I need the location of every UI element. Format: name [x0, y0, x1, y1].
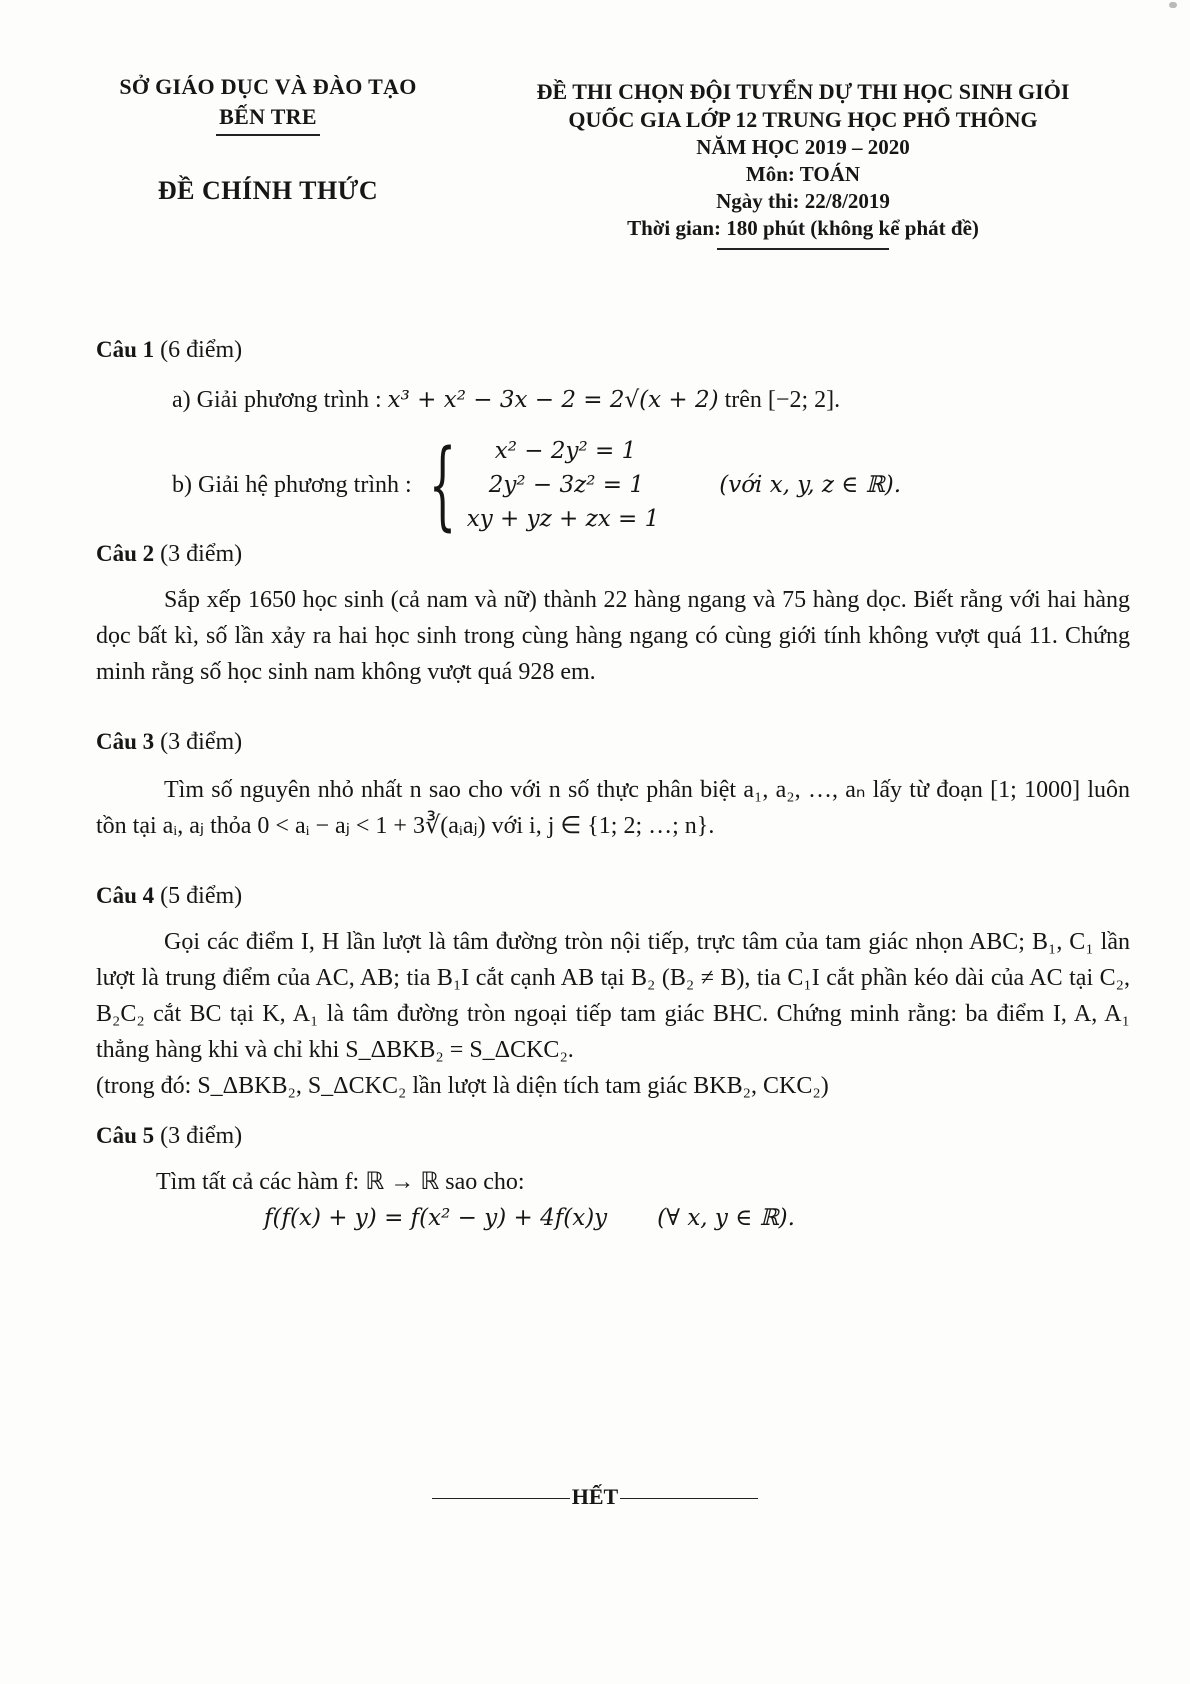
- exam-header: [478, 78, 1128, 250]
- exam-title-line2: QUỐC GIA LỚP 12 TRUNG HỌC PHỔ THÔNG: [568, 107, 1038, 132]
- question-1: [96, 332, 1130, 541]
- question-2-title: Câu 2: [96, 541, 155, 566]
- exam-date: Ngày thi: 22/8/2019: [716, 189, 890, 213]
- question-1-title: Câu 1: [96, 337, 155, 362]
- question-4-points: (5 điểm): [160, 883, 243, 909]
- question-5-equation-row: [264, 1200, 1130, 1236]
- question-5: [96, 1118, 1130, 1236]
- system-eq-1: x² − 2y² = 1: [494, 438, 637, 464]
- exam-content: [96, 332, 1130, 1236]
- exam-header-underline: [717, 248, 889, 250]
- school-year: NĂM HỌC 2019 – 2020: [696, 135, 910, 159]
- question-5-intro: Tìm tất cả các hàm f: ℝ → ℝ sao cho:: [156, 1169, 525, 1195]
- department-header: [88, 72, 448, 206]
- exam-title-line1: ĐỀ THI CHỌN ĐỘI TUYỂN DỰ THI HỌC SINH GIỎI: [536, 79, 1070, 104]
- end-rule-left: [432, 1498, 570, 1499]
- system-brace: {: [428, 429, 456, 541]
- equation-system: [467, 434, 659, 536]
- question-2: [96, 536, 1130, 690]
- header-underline: [216, 134, 320, 136]
- question-1a-domain: trên [−2; 2].: [718, 387, 841, 413]
- department-name: SỞ GIÁO DỤC VÀ ĐÀO TẠO: [119, 74, 417, 99]
- end-marker: [0, 1484, 1190, 1510]
- question-4-title: Câu 4: [96, 883, 155, 908]
- official-label: ĐỀ CHÍNH THỨC: [157, 176, 379, 205]
- question-1b-label: b) Giải hệ phương trình :: [172, 472, 412, 498]
- question-1b: [172, 429, 1130, 541]
- question-4-text: Gọi các điểm I, H lần lượt là tâm đường tròn nội tiếp, trực tâm của tam giác nhọn ABC; B₁, C₁ lần lượt là trung điểm của AC, AB; tia B₁I cắt cạnh AB tại B₂ (B₂ ≠ B), tia C₁I cắt phần kéo dài của AC tại C₂, B₂C₂ cắt BC tại K, A₁ là tâm đường tròn ngoại tiếp tam giác BHC. Chứng minh rằng: ba điểm I, A, A₁ thẳng hàng khi và chỉ khi S_ΔBKB₂ = S_ΔCKC₂.: [96, 929, 1130, 1063]
- question-3-heading: [96, 724, 1130, 760]
- subject: Môn: TOÁN: [745, 162, 861, 186]
- question-2-text: Sắp xếp 1650 học sinh (cả nam và nữ) thành 22 hàng ngang và 75 hàng dọc. Biết rằng với hai hàng dọc bất kì, số lần xảy ra hai học sinh trong cùng hàng ngang có cùng giới tính không vượt quá 11. Chứng minh rằng số học sinh nam không vượt quá 928 em.: [96, 587, 1130, 685]
- question-4: [96, 878, 1130, 1104]
- question-1a-equation: x³ + x² − 3x − 2 = 2√(x + 2): [387, 387, 719, 413]
- question-5-equation: f(f(x) + y) = f(x² − y) + 4f(x)y: [264, 1205, 608, 1231]
- question-5-points: (3 điểm): [160, 1123, 243, 1149]
- question-2-points: (3 điểm): [160, 541, 243, 567]
- question-4-note: (trong đó: S_ΔBKB₂, S_ΔCKC₂ lần lượt là diện tích tam giác BKB₂, CKC₂): [96, 1073, 829, 1099]
- question-5-title: Câu 5: [96, 1123, 155, 1148]
- question-5-heading: [96, 1118, 1130, 1154]
- question-5-condition: (∀ x, y ∈ ℝ).: [657, 1205, 795, 1231]
- system-eq-2: 2y² − 3z² = 1: [488, 472, 644, 498]
- question-3-text: Tìm số nguyên nhỏ nhất n sao cho với n số thực phân biệt a₁, a₂, …, aₙ lấy từ đoạn [1; 1000] luôn tồn tại aᵢ, aⱼ thỏa 0 < aᵢ − aⱼ < 1 + 3∛(aᵢaⱼ) với i, j ∈ {1; 2; …; n}.: [96, 777, 1130, 839]
- question-3: [96, 724, 1130, 844]
- end-text: HẾT: [571, 1484, 619, 1509]
- exam-duration: Thời gian: 180 phút (không kể phát đề): [627, 216, 979, 240]
- scan-mark: [1169, 2, 1177, 8]
- question-4-heading: [96, 878, 1130, 914]
- question-2-heading: [96, 536, 1130, 572]
- question-3-title: Câu 3: [96, 729, 155, 754]
- question-1a: [172, 382, 1130, 418]
- question-3-points: (3 điểm): [160, 729, 243, 755]
- question-1-heading: [96, 332, 1130, 368]
- question-1a-label: a) Giải phương trình :: [172, 387, 388, 413]
- system-eq-3: xy + yz + zx = 1: [466, 506, 660, 532]
- province-name: BẾN TRE: [219, 104, 317, 129]
- question-1-points: (6 điểm): [160, 337, 243, 363]
- question-1b-condition: (với x, y, z ∈ ℝ).: [719, 472, 902, 498]
- end-rule-right: [620, 1498, 758, 1499]
